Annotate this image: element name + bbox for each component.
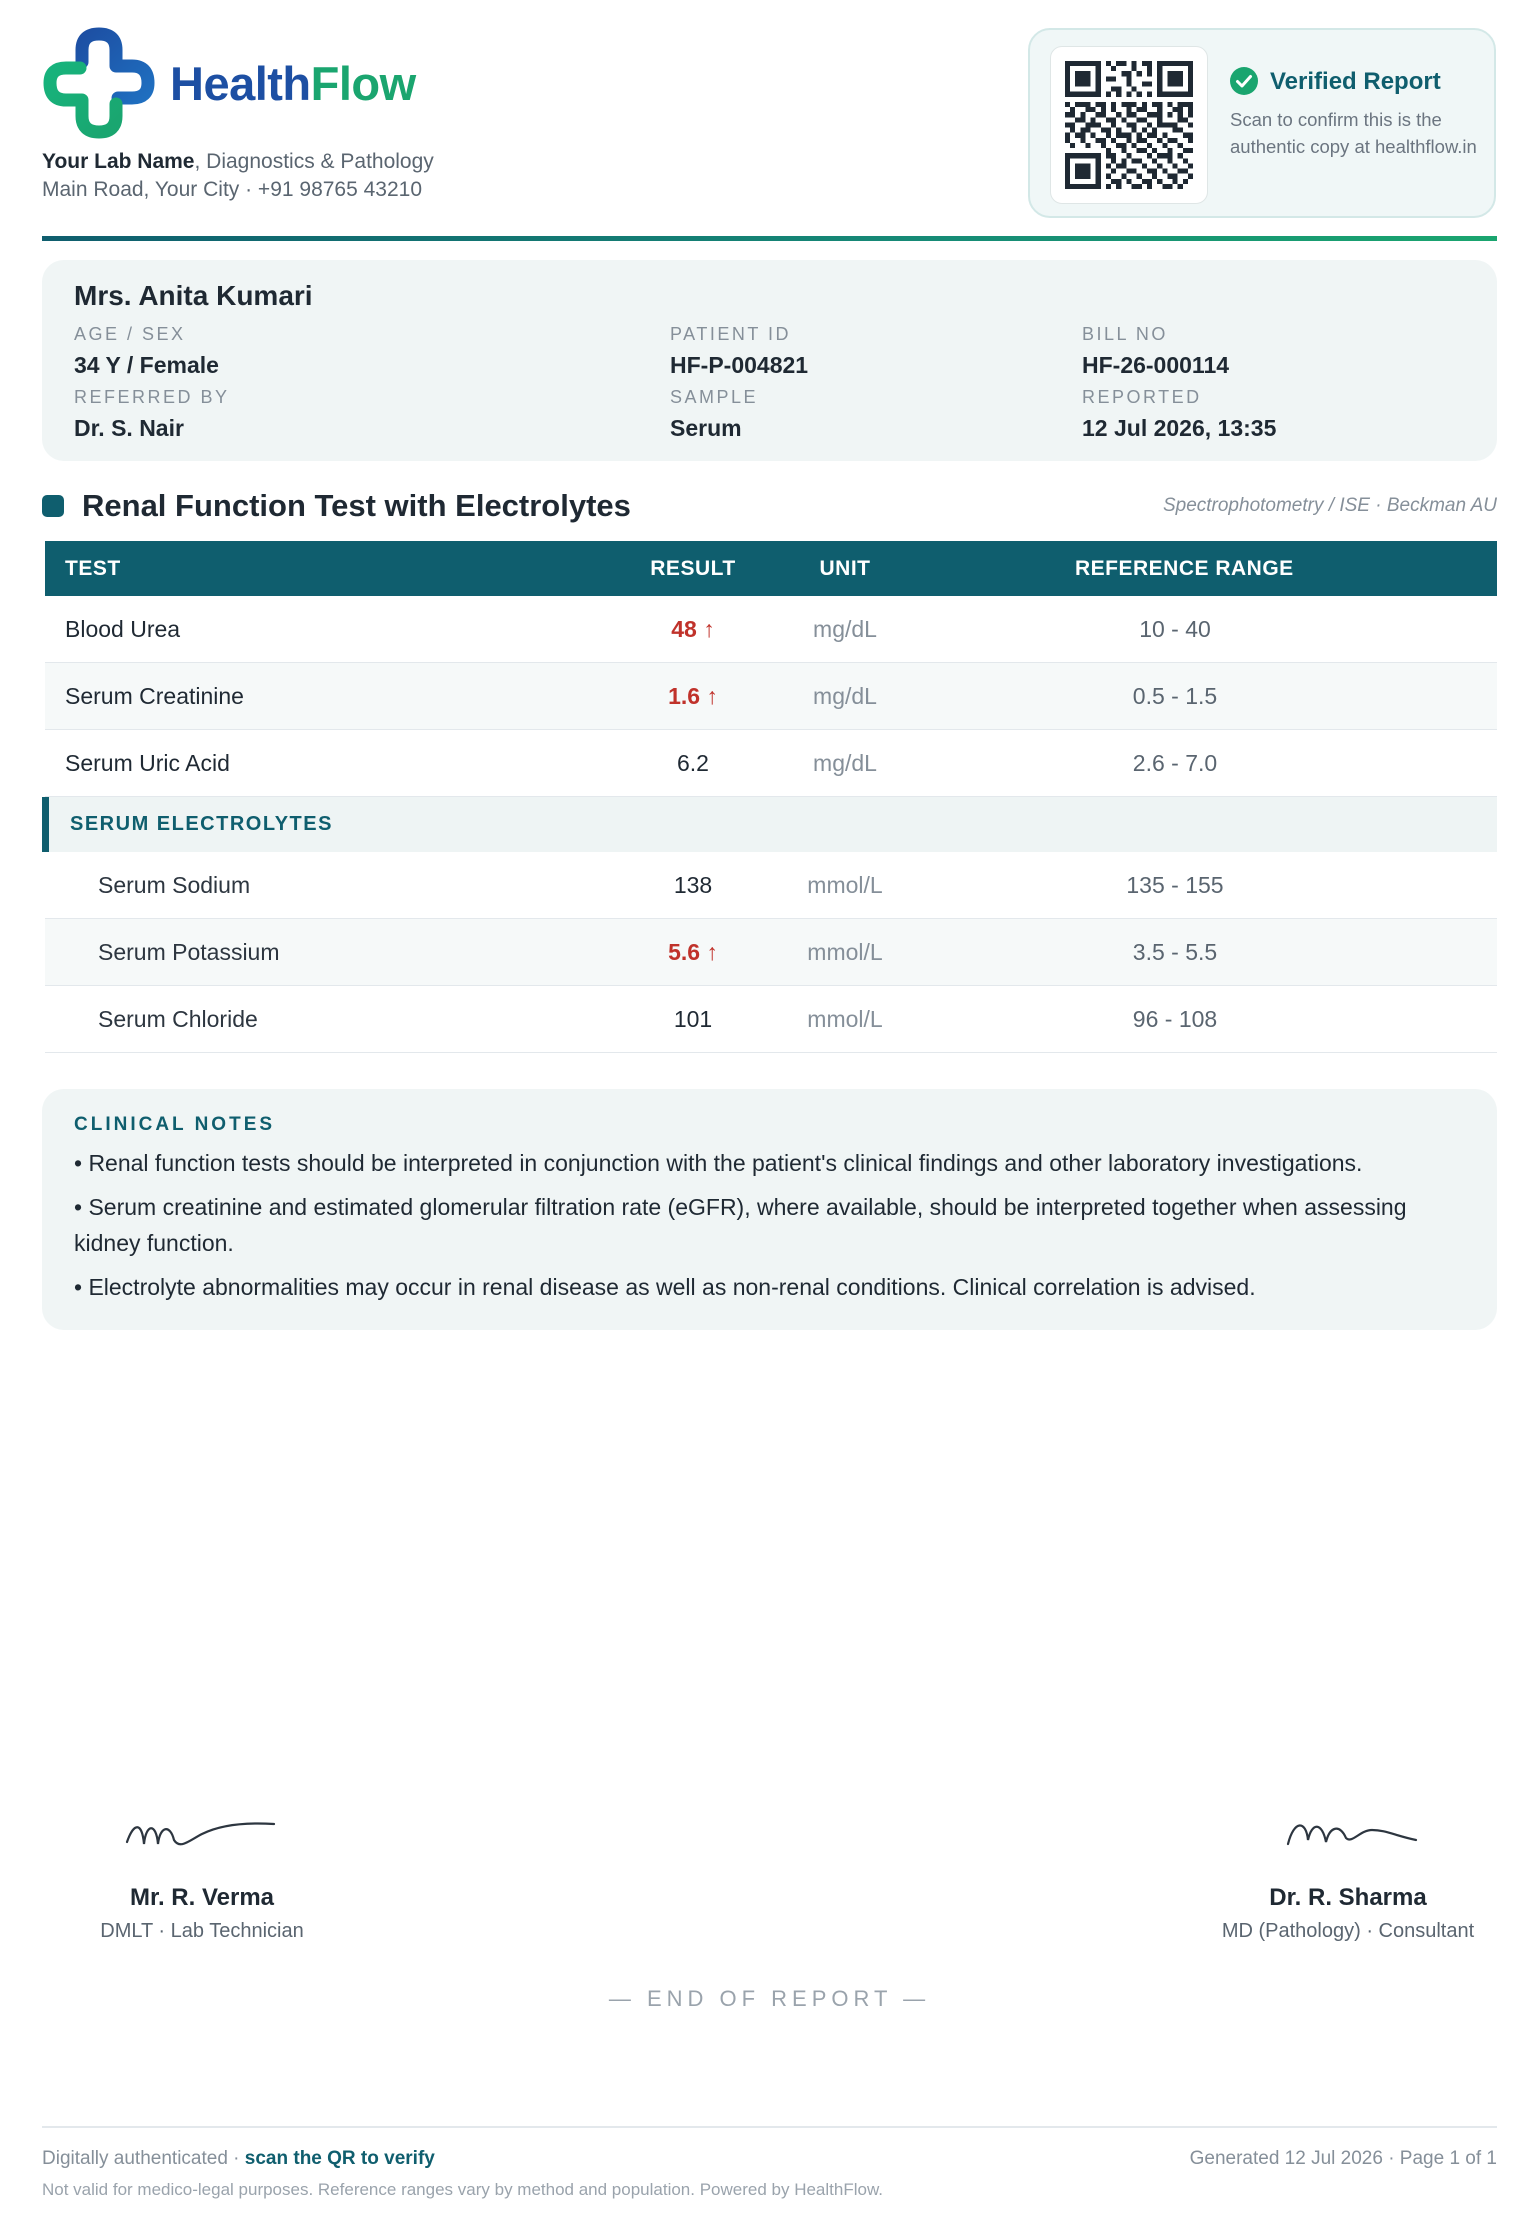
age-sex-value: 34 Y / Female	[74, 352, 219, 378]
test-result: 1.6 ↑	[668, 683, 718, 709]
header-result: RESULT	[650, 557, 736, 580]
signature-scribble-icon	[1268, 1810, 1428, 1860]
reported-value: 12 Jul 2026, 13:35	[1082, 415, 1277, 441]
test-name: Serum Uric Acid	[65, 750, 230, 776]
test-reference: 96 - 108	[1132, 1006, 1218, 1032]
test-name: Serum Chloride	[98, 1006, 258, 1032]
signatory-role: DMLT · Lab Technician	[100, 1920, 304, 1942]
qr-code[interactable]	[1050, 46, 1208, 204]
test-name: Blood Urea	[65, 616, 181, 642]
section-marker-icon	[42, 495, 64, 517]
group-header-electrolytes	[42, 797, 1497, 852]
signatory-role: MD (Pathology) · Consultant	[1221, 1920, 1475, 1942]
check-circle-icon	[1229, 66, 1259, 96]
signatory-name: Mr. R. Verma	[129, 1884, 275, 1911]
report-header	[42, 26, 1497, 231]
lab-name: Your Lab Name	[42, 150, 195, 173]
referred-by-label: REFERRED BY	[74, 387, 230, 407]
report-page	[42, 0, 1497, 2231]
qr-code-icon	[1065, 61, 1193, 189]
lab-name-line	[42, 150, 434, 174]
table-row	[45, 596, 1497, 663]
clinical-notes	[42, 1089, 1497, 1330]
table-header	[45, 541, 1497, 596]
signature-consultant	[1198, 1810, 1498, 1943]
footer-generated: Generated 12 Jul 2026 · Page 1 of 1	[1189, 2148, 1497, 2169]
bill-no-label: BILL NO	[1082, 324, 1168, 344]
sample-value: Serum	[670, 415, 742, 441]
signature-technician	[52, 1810, 352, 1943]
note-item: • Serum creatinine and estimated glomerular filtration rate (eGFR), where available, should be interpreted together when assessing kidney function.	[74, 1194, 1407, 1256]
table-row	[45, 852, 1497, 919]
test-name: Serum Creatinine	[65, 683, 244, 709]
lab-address: Main Road, Your City · +91 98765 43210	[42, 178, 423, 201]
test-reference: 2.6 - 7.0	[1132, 750, 1218, 776]
test-reference: 135 - 155	[1126, 872, 1224, 898]
patient-id-value: HF-P-004821	[670, 352, 809, 378]
footer-authentication	[42, 2148, 435, 2170]
lab-suffix: , Diagnostics & Pathology	[194, 150, 434, 173]
end-of-report: — END OF REPORT —	[608, 1986, 931, 2011]
auth-prefix: Digitally authenticated ·	[42, 2148, 245, 2169]
verified-report-title: Verified Report	[1270, 68, 1441, 95]
table-row	[45, 663, 1497, 730]
test-method: Spectrophotometry / ISE · Beckman AU	[1162, 495, 1497, 516]
footer-disclaimer: Not valid for medico-legal purposes. Reference ranges vary by method and population. Powered by HealthFlow.	[42, 2180, 884, 2199]
referred-by-value: Dr. S. Nair	[74, 415, 184, 441]
group-title: SERUM ELECTROLYTES	[70, 813, 333, 835]
brand-name	[170, 56, 416, 111]
patient-name: Mrs. Anita Kumari	[74, 280, 313, 311]
note-item: • Electrolyte abnormalities may occur in renal disease as well as non-renal conditions. Clinical correlation is advised.	[74, 1274, 1256, 1300]
reported-label: REPORTED	[1082, 387, 1202, 407]
brand-name-part2: Flow	[310, 57, 416, 110]
section-title: Renal Function Test with Electrolytes	[82, 488, 631, 523]
test-result: 6.2	[677, 750, 709, 776]
patient-info-card	[42, 260, 1497, 461]
verify-link[interactable]: scan the QR to verify	[244, 2148, 435, 2169]
test-result: 101	[673, 1006, 713, 1032]
age-sex-label: AGE / SEX	[74, 324, 186, 344]
test-unit: mmol/L	[807, 1006, 883, 1032]
test-unit: mmol/L	[807, 939, 883, 965]
footer-divider	[42, 2126, 1497, 2128]
test-result: 138	[673, 872, 713, 898]
header-reference: REFERENCE RANGE	[1075, 557, 1294, 580]
header-divider	[42, 236, 1497, 241]
test-result: 5.6 ↑	[668, 939, 718, 965]
brand-name-part1: Health	[170, 57, 311, 110]
verification-card	[1028, 28, 1496, 218]
test-unit: mg/dL	[813, 750, 877, 776]
test-reference: 10 - 40	[1139, 616, 1211, 642]
signature-scribble-icon	[122, 1810, 282, 1860]
note-item: • Renal function tests should be interpreted in conjunction with the patient's clinical findings and other laboratory investigations.	[74, 1150, 1363, 1176]
test-name: Serum Potassium	[98, 939, 280, 965]
table-row	[45, 986, 1497, 1053]
table-row	[45, 730, 1497, 797]
verification-text: Scan to confirm this is the authentic copy at healthflow.in	[1230, 109, 1477, 157]
test-unit: mmol/L	[807, 872, 883, 898]
healthflow-logo-icon	[42, 26, 157, 141]
header-unit: UNIT	[819, 557, 871, 580]
results-table	[45, 541, 1497, 1053]
test-name: Serum Sodium	[98, 872, 251, 898]
test-reference: 3.5 - 5.5	[1132, 939, 1218, 965]
test-reference: 0.5 - 1.5	[1132, 683, 1218, 709]
sample-label: SAMPLE	[670, 387, 759, 407]
patient-id-label: PATIENT ID	[670, 324, 792, 344]
header-test: TEST	[65, 557, 121, 580]
test-result: 48 ↑	[671, 616, 715, 642]
test-unit: mg/dL	[813, 683, 877, 709]
bill-no-value: HF-26-000114	[1082, 352, 1230, 378]
table-row	[45, 919, 1497, 986]
signatory-name: Dr. R. Sharma	[1269, 1884, 1427, 1911]
notes-title: CLINICAL NOTES	[74, 1114, 276, 1135]
test-unit: mg/dL	[813, 616, 877, 642]
